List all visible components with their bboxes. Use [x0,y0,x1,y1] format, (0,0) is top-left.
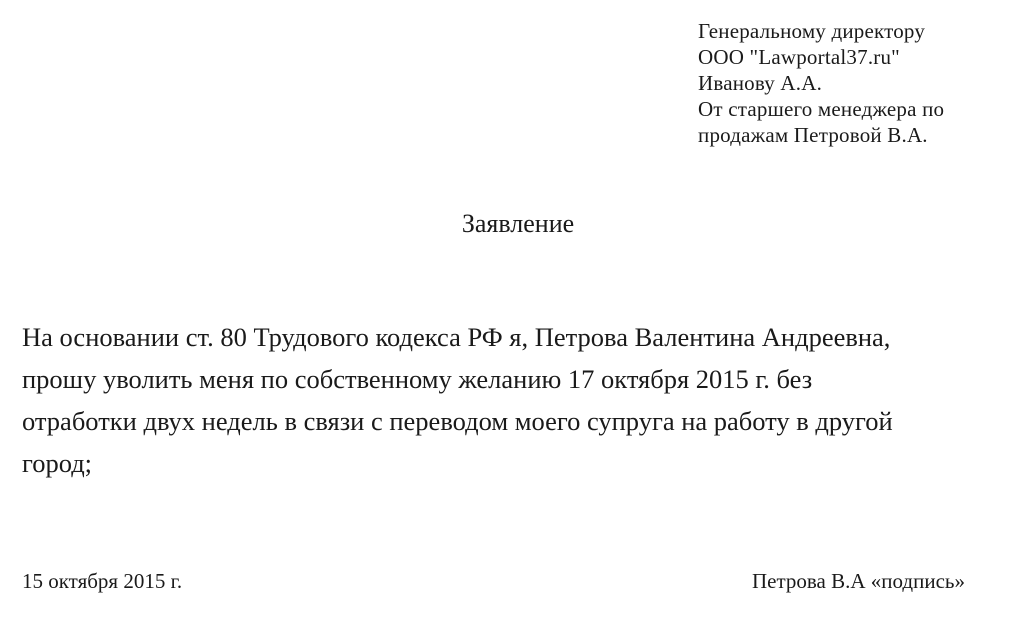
document-title: Заявление [461,209,575,238]
addressee-line-name: Иванову А.А. [698,71,823,95]
body-line: На основании ст. 80 Трудового кодекса РФ я, Петрова Валентина Андреевна, [22,322,891,352]
addressee-line-from: От старшего менеджера по [698,97,945,121]
addressee-block [698,18,944,148]
addressee-line-sender: продажам Петровой В.А. [698,123,928,147]
body-line: прошу уволить меня по собственному желанию 17 октября 2015 г. без [22,364,813,394]
signature-line: Петрова В.А «подпись» [752,569,965,593]
body-line: город; [22,448,93,478]
addressee-line-company: ООО "Lawportal37.ru" [698,45,900,69]
document-body [22,316,1012,484]
document-date: 15 октября 2015 г. [22,569,183,593]
addressee-line-position: Генеральному директору [698,19,926,43]
body-line: отработки двух недель в связи с переводом моего супруга на работу в другой [22,406,893,436]
